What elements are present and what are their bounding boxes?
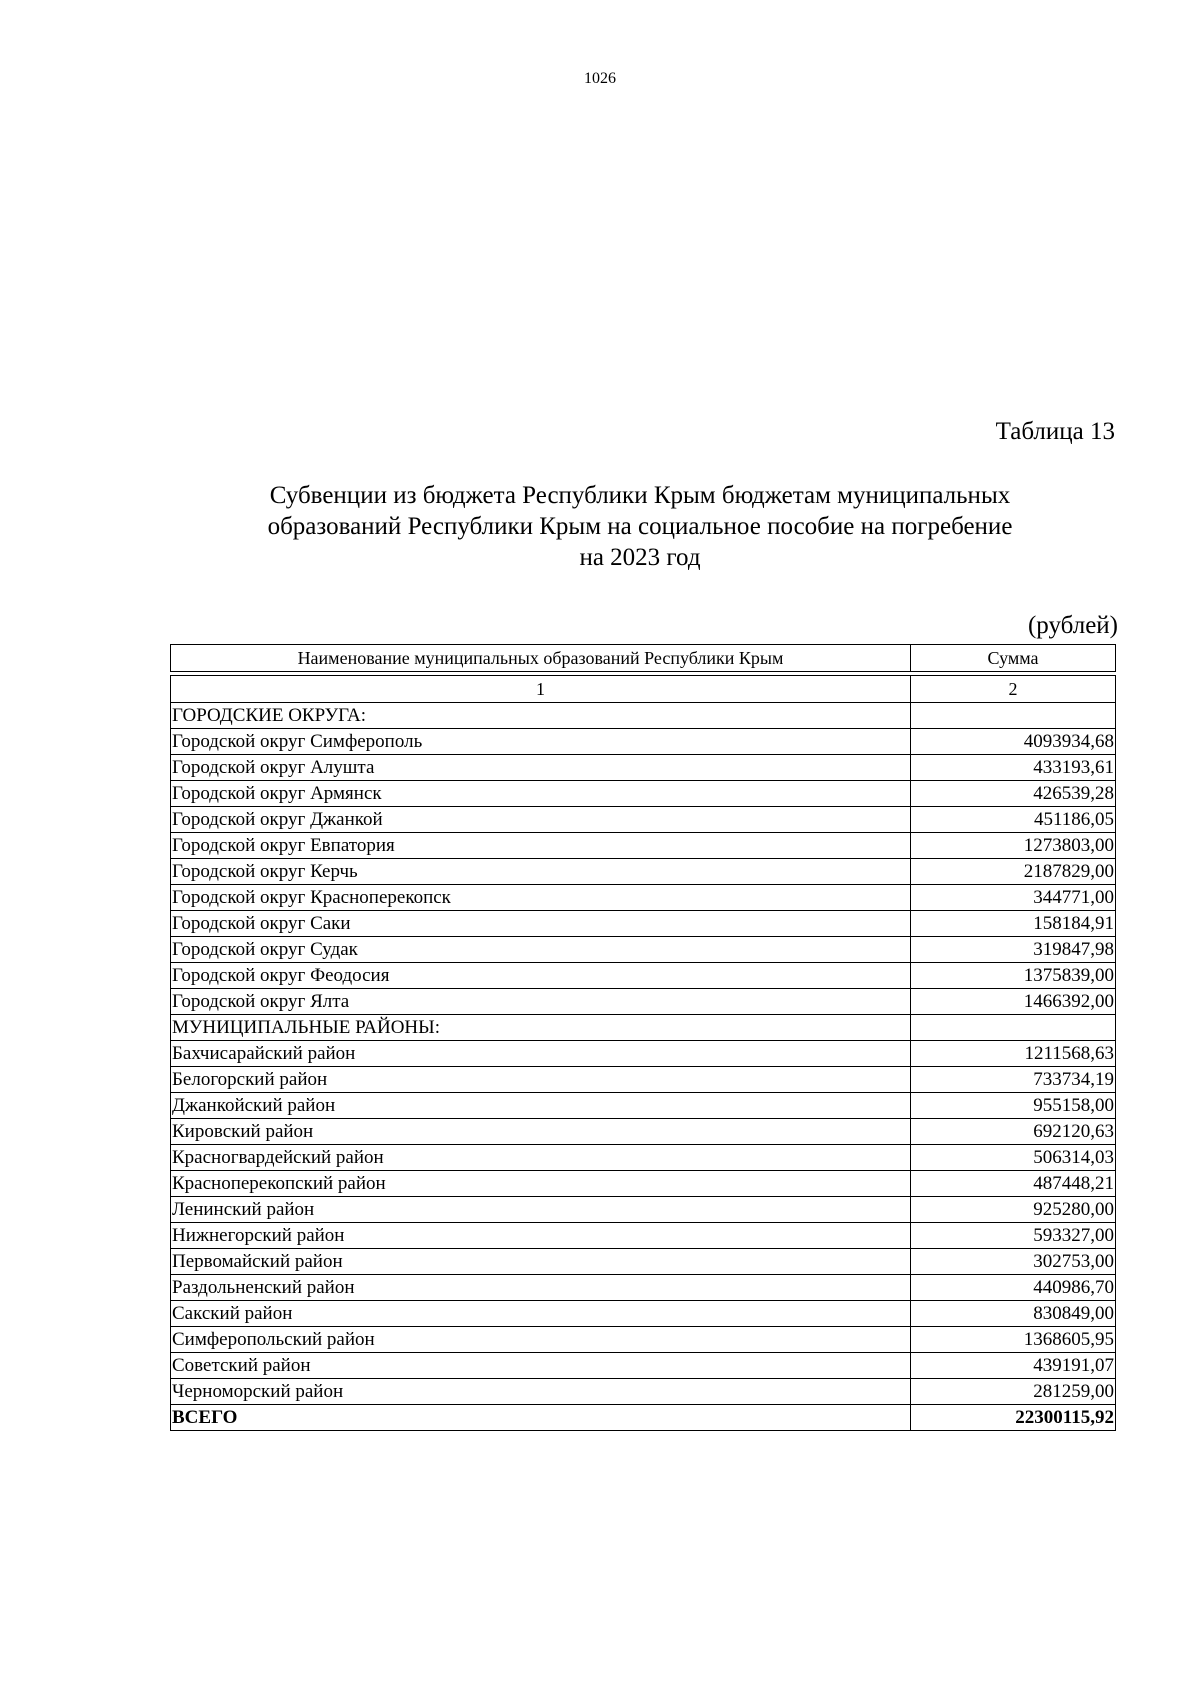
municipality-name-cell: Городской округ Судак bbox=[171, 937, 911, 963]
municipality-name-cell: Городской округ Армянск bbox=[171, 781, 911, 807]
table-row bbox=[171, 989, 1116, 1015]
municipality-name-cell: Городской округ Симферополь bbox=[171, 729, 911, 755]
table-row bbox=[171, 781, 1116, 807]
table-row bbox=[171, 859, 1116, 885]
table-row bbox=[171, 1119, 1116, 1145]
table-row bbox=[171, 911, 1116, 937]
table-row bbox=[171, 1067, 1116, 1093]
amount-cell: 1211568,63 bbox=[911, 1041, 1116, 1067]
table-row bbox=[171, 1223, 1116, 1249]
amount-cell: 426539,28 bbox=[911, 781, 1116, 807]
municipality-name-cell: Городской округ Саки bbox=[171, 911, 911, 937]
section-heading-row bbox=[171, 703, 1116, 729]
municipality-name-cell: Раздольненский район bbox=[171, 1275, 911, 1301]
amount-cell: 22300115,92 bbox=[911, 1405, 1116, 1431]
table-row bbox=[171, 807, 1116, 833]
table-row bbox=[171, 1171, 1116, 1197]
table-row bbox=[171, 1145, 1116, 1171]
amount-cell bbox=[911, 703, 1116, 729]
municipality-name-cell: Красноперекопский район bbox=[171, 1171, 911, 1197]
municipality-name-cell: Джанкойский район bbox=[171, 1093, 911, 1119]
table-row bbox=[171, 1353, 1116, 1379]
table-row bbox=[171, 937, 1116, 963]
column-number-1: 1 bbox=[171, 676, 911, 703]
subventions-table bbox=[170, 644, 1116, 1431]
amount-cell: 4093934,68 bbox=[911, 729, 1116, 755]
amount-cell: 692120,63 bbox=[911, 1119, 1116, 1145]
amount-cell: 302753,00 bbox=[911, 1249, 1116, 1275]
table-header-row bbox=[171, 645, 1116, 672]
table-row bbox=[171, 1093, 1116, 1119]
municipality-name-cell: Кировский район bbox=[171, 1119, 911, 1145]
column-numbers-row bbox=[171, 676, 1116, 703]
table-row bbox=[171, 729, 1116, 755]
amount-cell: 433193,61 bbox=[911, 755, 1116, 781]
title-line: образований Республики Крым на социальное пособие на погребение bbox=[267, 513, 1013, 540]
table-row bbox=[171, 1327, 1116, 1353]
amount-cell: 593327,00 bbox=[911, 1223, 1116, 1249]
title-line: на 2023 год bbox=[579, 544, 701, 571]
table-row bbox=[171, 963, 1116, 989]
amount-cell: 925280,00 bbox=[911, 1197, 1116, 1223]
municipality-name-cell: Белогорский район bbox=[171, 1067, 911, 1093]
amount-cell: 440986,70 bbox=[911, 1275, 1116, 1301]
table-row bbox=[171, 833, 1116, 859]
municipality-name-cell: МУНИЦИПАЛЬНЫЕ РАЙОНЫ: bbox=[171, 1015, 911, 1041]
table-row bbox=[171, 1379, 1116, 1405]
municipality-name-cell: Городской округ Алушта bbox=[171, 755, 911, 781]
table-row bbox=[171, 1249, 1116, 1275]
amount-cell bbox=[911, 1015, 1116, 1041]
amount-cell: 955158,00 bbox=[911, 1093, 1116, 1119]
municipality-name-cell: Городской округ Керчь bbox=[171, 859, 911, 885]
municipality-name-cell: Красногвардейский район bbox=[171, 1145, 911, 1171]
municipality-name-cell: Городской округ Евпатория bbox=[171, 833, 911, 859]
amount-cell: 1273803,00 bbox=[911, 833, 1116, 859]
units-label: (рублей) bbox=[1027, 612, 1118, 639]
amount-cell: 1368605,95 bbox=[911, 1327, 1116, 1353]
amount-cell: 344771,00 bbox=[911, 885, 1116, 911]
municipality-name-cell: Симферопольский район bbox=[171, 1327, 911, 1353]
header-name-cell: Наименование муниципальных образований Республики Крым bbox=[171, 645, 911, 672]
municipality-name-cell: Городской округ Красноперекопск bbox=[171, 885, 911, 911]
section-heading-row bbox=[171, 1015, 1116, 1041]
total-row bbox=[171, 1405, 1116, 1431]
page-number: 1026 bbox=[584, 70, 616, 87]
table-row bbox=[171, 885, 1116, 911]
amount-cell: 281259,00 bbox=[911, 1379, 1116, 1405]
municipality-name-cell: Городской округ Джанкой bbox=[171, 807, 911, 833]
municipality-name-cell: Городской округ Ялта bbox=[171, 989, 911, 1015]
table-row bbox=[171, 1041, 1116, 1067]
column-number-2: 2 bbox=[911, 676, 1116, 703]
municipality-name-cell: Ленинский район bbox=[171, 1197, 911, 1223]
table-row bbox=[171, 1275, 1116, 1301]
amount-cell: 733734,19 bbox=[911, 1067, 1116, 1093]
municipality-name-cell: Первомайский район bbox=[171, 1249, 911, 1275]
municipality-name-cell: Бахчисарайский район bbox=[171, 1041, 911, 1067]
amount-cell: 830849,00 bbox=[911, 1301, 1116, 1327]
municipality-name-cell: Черноморский район bbox=[171, 1379, 911, 1405]
municipality-name-cell: Советский район bbox=[171, 1353, 911, 1379]
amount-cell: 506314,03 bbox=[911, 1145, 1116, 1171]
title-line: Субвенции из бюджета Республики Крым бюджетам муниципальных bbox=[269, 482, 1011, 509]
amount-cell: 1466392,00 bbox=[911, 989, 1116, 1015]
municipality-name-cell: Сакский район bbox=[171, 1301, 911, 1327]
header-amount-cell: Сумма bbox=[911, 645, 1116, 672]
amount-cell: 319847,98 bbox=[911, 937, 1116, 963]
amount-cell: 439191,07 bbox=[911, 1353, 1116, 1379]
table-row bbox=[171, 1301, 1116, 1327]
amount-cell: 451186,05 bbox=[911, 807, 1116, 833]
municipality-name-cell: Нижнегорский район bbox=[171, 1223, 911, 1249]
table-label: Таблица 13 bbox=[995, 418, 1115, 445]
amount-cell: 487448,21 bbox=[911, 1171, 1116, 1197]
table-row bbox=[171, 1197, 1116, 1223]
amount-cell: 158184,91 bbox=[911, 911, 1116, 937]
document-title bbox=[160, 480, 1120, 573]
municipality-name-cell: Городской округ Феодосия bbox=[171, 963, 911, 989]
amount-cell: 2187829,00 bbox=[911, 859, 1116, 885]
table-row bbox=[171, 755, 1116, 781]
amount-cell: 1375839,00 bbox=[911, 963, 1116, 989]
municipality-name-cell: ГОРОДСКИЕ ОКРУГА: bbox=[171, 703, 911, 729]
municipality-name-cell: ВСЕГО bbox=[171, 1405, 911, 1431]
